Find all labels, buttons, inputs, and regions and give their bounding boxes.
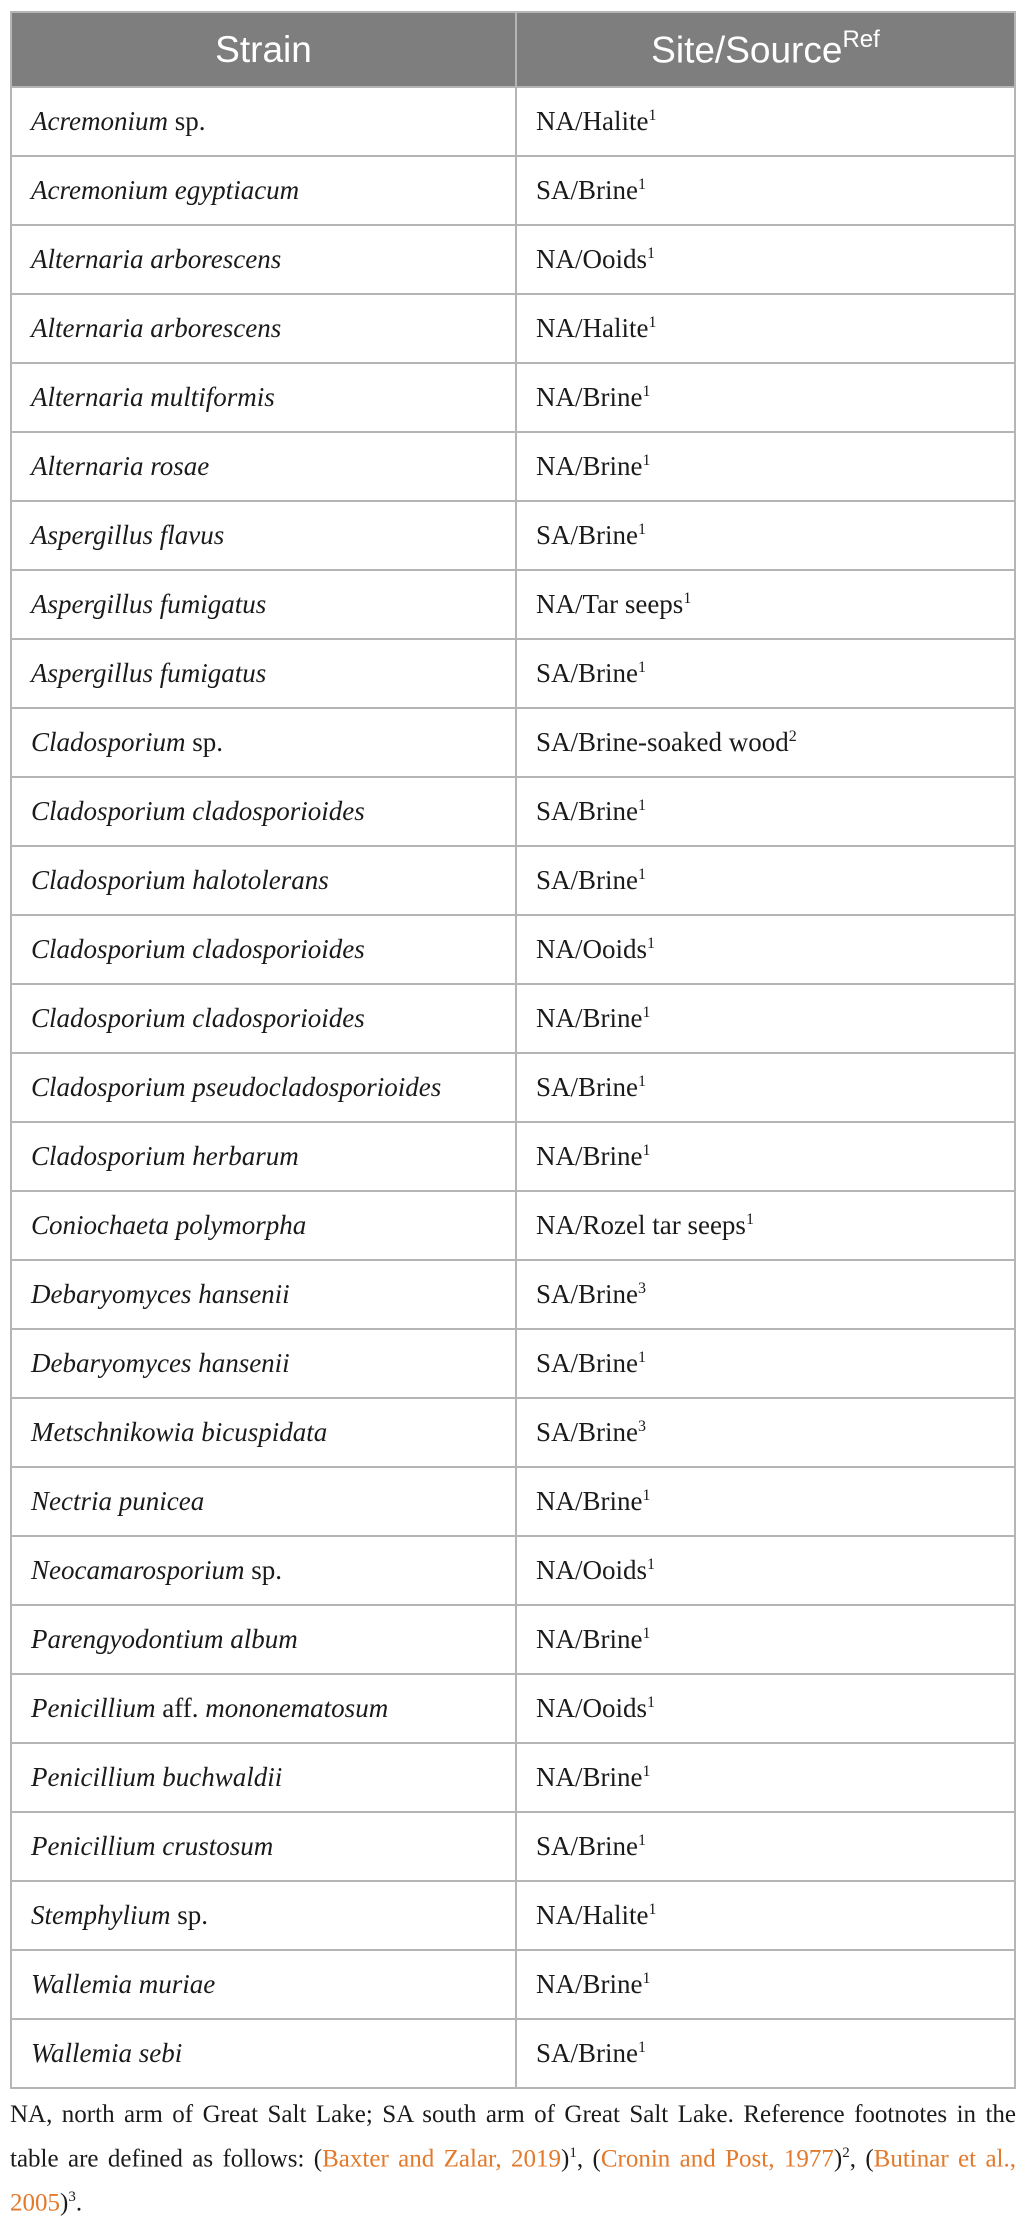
strain-genus: Cladosporium [31, 1003, 186, 1033]
table-row [11, 87, 1015, 156]
table-row [11, 363, 1015, 432]
strain-species: arborescens [150, 244, 282, 274]
table-row [11, 294, 1015, 363]
strain-species: flavus [159, 520, 225, 550]
site-cell [516, 1260, 1015, 1329]
strain-genus: Aspergillus [31, 589, 154, 619]
site-cell [516, 432, 1015, 501]
strain-genus: Cladosporium [31, 796, 186, 826]
strain-table-container [10, 11, 1014, 2089]
table-row [11, 1674, 1015, 1743]
site-cell [516, 1812, 1015, 1881]
header-site-source: Site/Source$^{Ref}$ [516, 12, 1015, 87]
strain-genus: Debaryomyces [31, 1279, 192, 1309]
strain-genus: Nectria [31, 1486, 112, 1516]
table-row [11, 432, 1015, 501]
site-ref-number: 2 [788, 728, 797, 745]
table-row [11, 1812, 1015, 1881]
strain-cell [11, 225, 516, 294]
site-source-text: SA/Brine [536, 175, 639, 205]
table-footnote: NA, north arm of Great Salt Lake; SA south arm of Great Salt Lake. Reference footnotes in the table are defined as follows: (Baxter and Zalar, 2019)$^1$, (Cronin and Post, 1977)$^2$, (Butinar et al., 2005)$^3$. [10, 2101, 1017, 2217]
site-source-text: NA/Brine [536, 1486, 643, 1516]
strain-genus: Cladosporium [31, 934, 186, 964]
site-source-text: NA/Ooids [536, 934, 648, 964]
site-ref-number: 1 [647, 1556, 656, 1573]
site-ref-number: 1 [638, 1832, 647, 1849]
strain-species: mononematosum [205, 1693, 389, 1723]
strain-genus: Metschnikowia [31, 1417, 195, 1447]
site-ref-number: 1 [642, 1763, 651, 1780]
table-row [11, 1881, 1015, 1950]
site-cell [516, 570, 1015, 639]
table-row [11, 2019, 1015, 2088]
site-cell [516, 1053, 1015, 1122]
site-source-text: NA/Brine [536, 1762, 643, 1792]
strain-genus: Alternaria [31, 244, 144, 274]
site-ref-number: 1 [638, 1073, 647, 1090]
strain-cell [11, 1743, 516, 1812]
strain-species: polymorpha [175, 1210, 307, 1240]
strain-cell [11, 432, 516, 501]
strain-genus: Alternaria [31, 451, 144, 481]
site-cell [516, 2019, 1015, 2088]
strain-species: multiformis [150, 382, 275, 412]
site-source-text: NA/Brine [536, 1141, 643, 1171]
site-source-text: NA/Halite [536, 1900, 649, 1930]
strain-genus: Cladosporium [31, 1141, 186, 1171]
table-row [11, 777, 1015, 846]
site-ref-number: 1 [638, 2039, 647, 2056]
site-source-text: SA/Brine [536, 1279, 639, 1309]
strain-cell [11, 1260, 516, 1329]
strain-cell [11, 1812, 516, 1881]
strain-species: muriae [138, 1969, 216, 1999]
strain-genus: Aspergillus [31, 520, 154, 550]
site-source-text: NA/Tar seeps [536, 589, 684, 619]
reference-number-3: 3 [68, 2189, 76, 2206]
reference-number-1: 1 [569, 2145, 577, 2161]
site-ref-number: 1 [642, 1487, 651, 1504]
strain-species: fumigatus [159, 589, 267, 619]
strain-genus: Neocamarosporium [31, 1555, 245, 1585]
strain-genus: Cladosporium [31, 865, 186, 895]
strain-genus: Penicillium [31, 1831, 156, 1861]
strain-cell [11, 1605, 516, 1674]
site-cell [516, 1674, 1015, 1743]
strain-cell [11, 708, 516, 777]
strain-suffix: sp. [167, 106, 206, 136]
site-cell [516, 1881, 1015, 1950]
table-row [11, 1398, 1015, 1467]
strain-cell [11, 777, 516, 846]
site-cell [516, 846, 1015, 915]
site-ref-number: 1 [745, 1211, 754, 1228]
site-source-text: NA/Brine [536, 1969, 643, 1999]
site-source-text: NA/Brine [536, 1003, 643, 1033]
site-source-text: SA/Brine [536, 520, 639, 550]
strain-suffix: sp. [185, 727, 224, 757]
table-row [11, 639, 1015, 708]
table-row [11, 1605, 1015, 1674]
table-row [11, 1329, 1015, 1398]
strain-aff: aff. [155, 1693, 206, 1723]
site-source-text: SA/Brine [536, 2038, 639, 2068]
strain-genus: Parengyodontium [31, 1624, 224, 1654]
site-cell [516, 984, 1015, 1053]
strain-cell [11, 1467, 516, 1536]
reference-number-2: 2 [842, 2145, 850, 2161]
strain-cell [11, 1053, 516, 1122]
site-ref-number: 1 [642, 1625, 651, 1642]
strain-genus: Alternaria [31, 313, 144, 343]
strain-species: egyptiacum [174, 175, 300, 205]
strain-genus: Stemphylium [31, 1900, 171, 1930]
site-source-text: NA/Ooids [536, 1693, 648, 1723]
strain-cell [11, 1950, 516, 2019]
strain-genus: Penicillium [31, 1762, 156, 1792]
site-ref-number: 1 [642, 383, 651, 400]
site-ref-number: 1 [648, 314, 657, 331]
site-cell [516, 915, 1015, 984]
site-source-text: NA/Brine [536, 451, 643, 481]
site-ref-number: 1 [647, 245, 656, 262]
site-source-text: NA/Ooids [536, 244, 648, 274]
reference-link-3[interactable]: Butinar et al., 2005 [10, 2145, 1017, 2217]
table-row [11, 570, 1015, 639]
table-row [11, 1191, 1015, 1260]
site-ref-number: 3 [638, 1418, 647, 1435]
strain-cell [11, 156, 516, 225]
site-source-text: NA/Ooids [536, 1555, 648, 1585]
site-ref-number: 1 [638, 866, 647, 883]
site-source-text: SA/Brine [536, 1831, 639, 1861]
site-ref-number: 1 [642, 1142, 651, 1159]
strain-species: cladosporioides [192, 1003, 365, 1033]
strain-genus: Wallemia [31, 1969, 132, 1999]
site-cell [516, 1122, 1015, 1191]
strain-genus: Acremonium [31, 175, 168, 205]
table-row [11, 915, 1015, 984]
table-row [11, 984, 1015, 1053]
site-source-text: NA/Halite [536, 106, 649, 136]
strain-genus: Aspergillus [31, 658, 154, 688]
site-cell [516, 1467, 1015, 1536]
table-row [11, 1950, 1015, 2019]
strain-genus: Cladosporium [31, 1072, 186, 1102]
footnote-text: NA, north arm of Great Salt Lake; SA south arm of Great Salt Lake. Reference footnotes in the table are defined as follows: [10, 2101, 1016, 2173]
strain-cell [11, 501, 516, 570]
site-source-text: NA/Brine [536, 1624, 643, 1654]
strain-cell [11, 1329, 516, 1398]
strain-genus: Debaryomyces [31, 1348, 192, 1378]
site-ref-number: 1 [638, 521, 647, 538]
table-row [11, 156, 1015, 225]
site-ref-number: 1 [647, 1694, 656, 1711]
site-cell [516, 1950, 1015, 2019]
strain-genus: Alternaria [31, 382, 144, 412]
site-ref-number: 1 [683, 590, 692, 607]
site-source-text: SA/Brine [536, 1072, 639, 1102]
site-ref-number: 1 [647, 935, 656, 952]
strain-genus: Coniochaeta [31, 1210, 169, 1240]
strain-genus: Wallemia [31, 2038, 132, 2068]
site-cell [516, 639, 1015, 708]
site-ref-number: 1 [638, 1349, 647, 1366]
site-ref-number: 1 [648, 1901, 657, 1918]
strain-cell [11, 1122, 516, 1191]
table-row [11, 501, 1015, 570]
strain-species: cladosporioides [192, 934, 365, 964]
strain-cell [11, 1881, 516, 1950]
reference-link-2[interactable]: Cronin and Post, 1977 [600, 2145, 834, 2173]
strain-cell [11, 2019, 516, 2088]
site-source-text: NA/Brine [536, 382, 643, 412]
table-row [11, 1053, 1015, 1122]
strain-genus: Cladosporium [31, 727, 186, 757]
table-row [11, 846, 1015, 915]
site-source-text: NA/Rozel tar seeps [536, 1210, 746, 1240]
site-source-text: SA/Brine [536, 1417, 639, 1447]
strain-species: punicea [118, 1486, 205, 1516]
site-cell [516, 156, 1015, 225]
strain-species: halotolerans [192, 865, 329, 895]
site-ref-number: 1 [648, 107, 657, 124]
site-cell [516, 1398, 1015, 1467]
strain-cell [11, 294, 516, 363]
site-cell [516, 363, 1015, 432]
strain-cell [11, 363, 516, 432]
strain-cell [11, 846, 516, 915]
site-ref-number: 1 [638, 659, 647, 676]
site-cell [516, 777, 1015, 846]
site-source-text: NA/Halite [536, 313, 649, 343]
strain-cell [11, 1191, 516, 1260]
strain-species: rosae [150, 451, 210, 481]
site-cell [516, 1536, 1015, 1605]
site-source-text: SA/Brine-soaked wood [536, 727, 789, 757]
table-header-row [11, 12, 1015, 87]
strain-cell [11, 639, 516, 708]
strain-species: herbarum [192, 1141, 299, 1171]
strain-species: buchwaldii [162, 1762, 283, 1792]
strain-genus: Acremonium [31, 106, 168, 136]
table-row [11, 1743, 1015, 1812]
strain-species: pseudocladosporioides [192, 1072, 442, 1102]
site-cell [516, 1605, 1015, 1674]
strain-cell [11, 1398, 516, 1467]
site-source-text: SA/Brine [536, 658, 639, 688]
strain-species: cladosporioides [192, 796, 365, 826]
strain-species: album [230, 1624, 298, 1654]
site-source-text: SA/Brine [536, 796, 639, 826]
strain-species: sebi [138, 2038, 183, 2068]
strain-species: crustosum [162, 1831, 274, 1861]
table-row [11, 1260, 1015, 1329]
site-ref-number: 1 [642, 1970, 651, 1987]
site-cell [516, 501, 1015, 570]
strain-table [10, 11, 1016, 2089]
site-cell [516, 708, 1015, 777]
site-ref-number: 1 [642, 1004, 651, 1021]
strain-cell [11, 570, 516, 639]
site-source-text: SA/Brine [536, 1348, 639, 1378]
reference-link-1[interactable]: Baxter and Zalar, 2019 [322, 2145, 562, 2173]
site-cell [516, 225, 1015, 294]
site-ref-number: 1 [642, 452, 651, 469]
strain-suffix: sp. [244, 1555, 283, 1585]
strain-cell [11, 87, 516, 156]
strain-genus: Penicillium [31, 1693, 156, 1723]
strain-species: fumigatus [159, 658, 267, 688]
site-cell [516, 87, 1015, 156]
site-cell [516, 1329, 1015, 1398]
strain-suffix: sp. [170, 1900, 208, 1930]
table-row [11, 1122, 1015, 1191]
site-cell [516, 294, 1015, 363]
table-row [11, 708, 1015, 777]
site-ref-number: 3 [638, 1280, 647, 1297]
site-ref-number: 1 [638, 797, 647, 814]
table-row [11, 225, 1015, 294]
header-ref-sup: Ref [842, 25, 880, 53]
strain-species: arborescens [150, 313, 282, 343]
site-source-text: SA/Brine [536, 865, 639, 895]
site-cell [516, 1743, 1015, 1812]
strain-cell [11, 1674, 516, 1743]
header-strain: Strain [11, 12, 516, 87]
strain-cell [11, 1536, 516, 1605]
strain-species: bicuspidata [201, 1417, 328, 1447]
table-row [11, 1536, 1015, 1605]
table-row [11, 1467, 1015, 1536]
strain-species: hansenii [198, 1348, 290, 1378]
strain-cell [11, 984, 516, 1053]
strain-species: hansenii [198, 1279, 290, 1309]
site-cell [516, 1191, 1015, 1260]
site-ref-number: 1 [638, 176, 647, 193]
strain-cell [11, 915, 516, 984]
